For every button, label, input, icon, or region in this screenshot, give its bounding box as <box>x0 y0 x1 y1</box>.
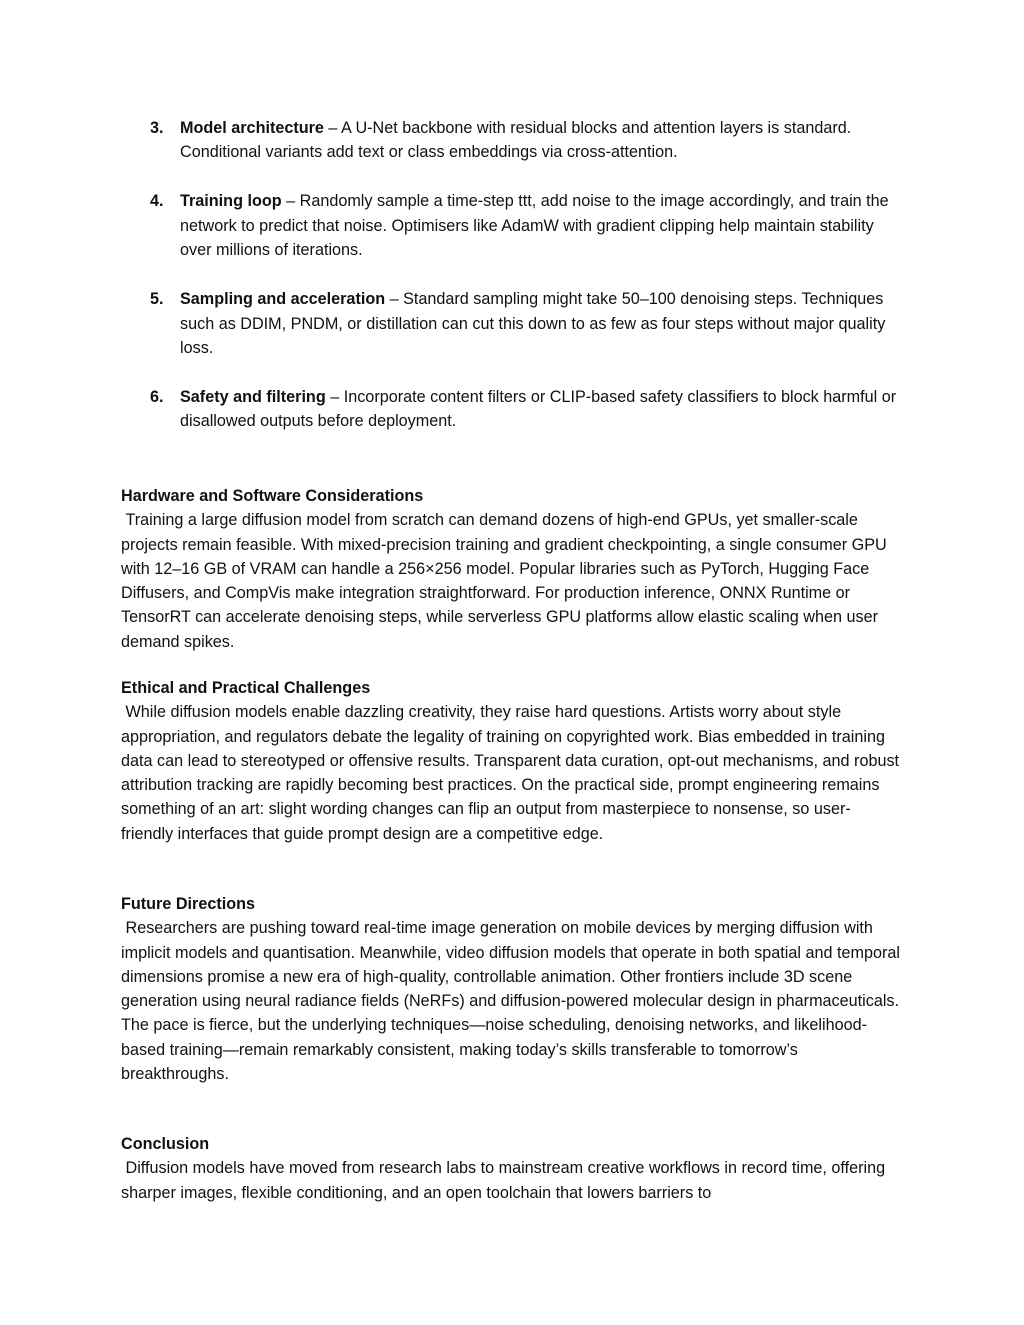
list-number: 6. <box>150 388 164 407</box>
list-item-training-loop <box>150 189 900 262</box>
numbered-list <box>150 116 900 458</box>
section-conclusion <box>121 1132 901 1205</box>
section-ethics <box>121 676 901 846</box>
list-text: – Randomly sample a time-step ttt, add noise to the image accordingly, and train the network to predict that noise. Optimisers like AdamW with gradient clipping help maintain stability over millions of iterations. <box>180 192 889 260</box>
section-heading: Hardware and Software Considerations <box>121 487 424 505</box>
list-term: Sampling and acceleration <box>180 290 386 309</box>
list-number: 3. <box>150 119 164 137</box>
list-number: 5. <box>150 290 164 309</box>
section-body: Training a large diffusion model from scratch can demand dozens of high-end GPUs, yet smaller-scale projects remain feasible. With mixed-precision training and gradient checkpointing, a single consumer GPU with 12–16 GB of VRAM can handle a 256×256 model. Popular libraries such as PyTorch, Hugging Face Diffusers, and CompVis make integration straightforward. For production inference, ONNX Runtime or TensorRT can accelerate denoising steps, while serverless GPU platforms allow elastic scaling when user demand spikes. <box>121 511 887 651</box>
section-body: While diffusion models enable dazzling creativity, they raise hard questions. Artists worry about style appropriation, and regulators debate the legality of training on copyrighted work. Bias embedded in training data can lead to stereotyped or offensive results. Transparent data curation, opt-out mechanisms, and robust attribution tracking are rapidly becoming best practices. On the practical side, prompt engineering remains something of an art: slight wording changes can flip an output from masterpiece to nonsense, so user-friendly interfaces that guide prompt design are a competitive edge. <box>121 703 900 843</box>
list-number: 4. <box>150 192 164 211</box>
list-term: Training loop <box>180 192 282 211</box>
section-hardware <box>121 484 901 654</box>
list-item-safety-filtering <box>150 385 900 434</box>
section-future <box>121 892 901 1086</box>
section-heading: Future Directions <box>121 895 256 913</box>
section-body: Researchers are pushing toward real-time image generation on mobile devices by merging diffusion with implicit models and quantisation. Meanwhile, video diffusion models that operate in both spatial and temporal dimensions promise a new era of high-quality, controllable animation. Other frontiers include 3D scene generation using neural radiance fields (NeRFs) and diffusion-powered molecular design in pharmaceuticals. The pace is fierce, but the underlying techniques—noise scheduling, denoising networks, and likelihood-based training—remain remarkably consistent, making today’s skills transferable to tomorrow’s breakthroughs. <box>121 919 900 1084</box>
list-item-model-architecture <box>150 116 900 165</box>
list-term: Safety and filtering <box>180 388 326 407</box>
list-term: Model architecture <box>180 119 324 137</box>
section-heading: Ethical and Practical Challenges <box>121 679 371 697</box>
section-body: Diffusion models have moved from research labs to mainstream creative workflows in record time, offering sharper images, flexible conditioning, and an open toolchain that lowers barriers to <box>121 1159 886 1202</box>
list-item-sampling-acceleration <box>150 287 900 360</box>
section-heading: Conclusion <box>121 1135 210 1153</box>
list-text: – Incorporate content filters or CLIP-based safety classifiers to block harmful or disallowed outputs before deployment. <box>180 388 897 431</box>
list-text: – Standard sampling might take 50–100 denoising steps. Techniques such as DDIM, PNDM, or distillation can cut this down to as few as four steps without major quality loss. <box>180 290 886 358</box>
list-text: – A U-Net backbone with residual blocks and attention layers is standard. Conditional variants add text or class embeddings via cross-attention. <box>180 119 852 162</box>
